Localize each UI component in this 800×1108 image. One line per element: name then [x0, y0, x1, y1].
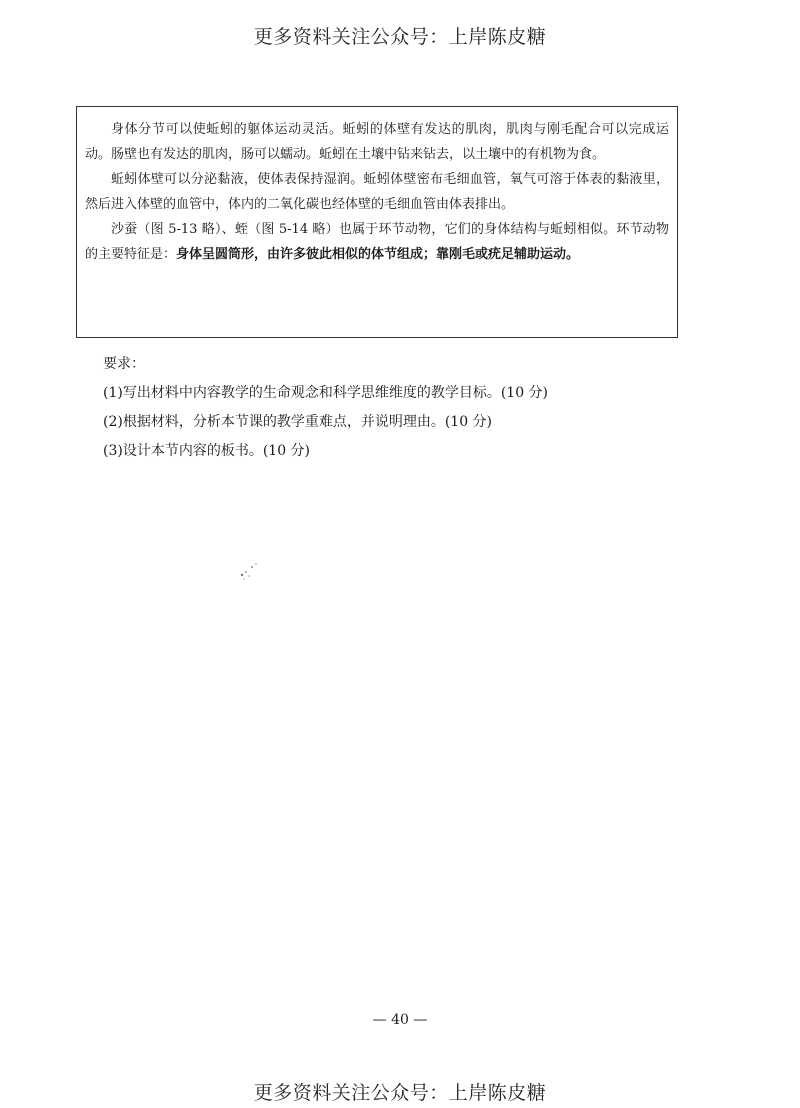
requirement-item-3: (3)设计本节内容的板书。(10 分) — [103, 443, 311, 459]
material-box — [76, 106, 678, 338]
material-paragraph-1: 身体分节可以使蚯蚓的躯体运动灵活。蚯蚓的体壁有发达的肌肉，肌肉与刚毛配合可以完成运动。肠壁也有发达的肌肉，肠可以蠕动。蚯蚓在土壤中钻来钻去，以土壤中的有机物为食。 — [85, 122, 669, 162]
material-paragraph-3-text: 沙蚕（图 5-13 略）、蛭（图 5-14 略）也属于环节动物，它们的身体结构与蚯蚓相似。环节动物的主要特征是： — [85, 222, 669, 262]
watermark-footer: 更多资料关注公众号：上岸陈皮糖 — [253, 1082, 547, 1104]
watermark-header: 更多资料关注公众号：上岸陈皮糖 — [253, 26, 547, 48]
scan-speck-mark — [234, 555, 264, 585]
material-key-features: 身体呈圆筒形，由许多彼此相似的体节组成；靠刚毛或疣足辅助运动。 — [176, 247, 580, 262]
requirement-item-1: (1)写出材料中内容教学的生命观念和科学思维维度的教学目标。(10 分) — [103, 385, 549, 401]
page-number: — 40 — — [372, 1012, 428, 1028]
requirements-title: 要求： — [103, 356, 145, 372]
requirement-item-2: (2)根据材料，分析本节课的教学重难点，并说明理由。(10 分) — [103, 414, 493, 430]
requirements-section — [103, 350, 683, 466]
material-paragraph-3 — [85, 217, 669, 267]
material-paragraph-2: 蚯蚓体壁可以分泌黏液，使体表保持湿润。蚯蚓体壁密布毛细血管，氧气可溶于体表的黏液里，然后进入体壁的血管中，体内的二氧化碳也经体壁的毛细血管由体表排出。 — [85, 172, 669, 212]
